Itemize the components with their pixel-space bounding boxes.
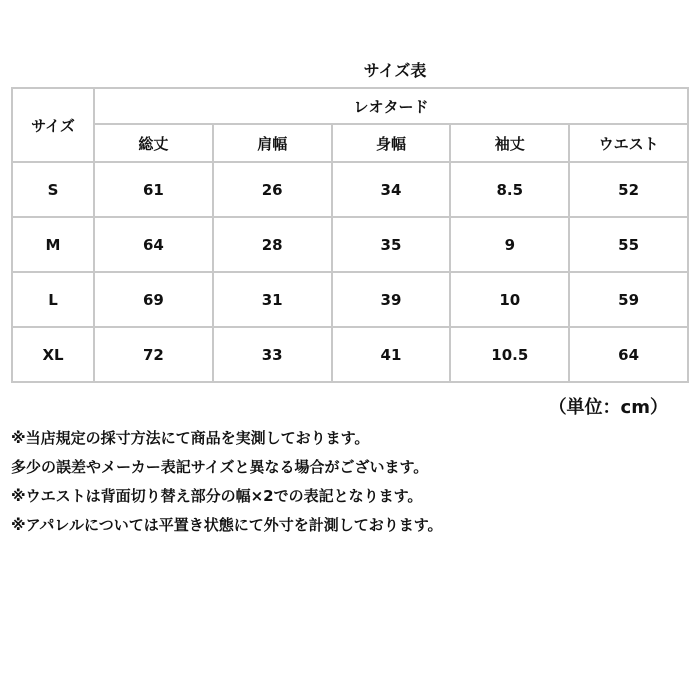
table-cell: 33 (213, 327, 332, 382)
table-row (12, 272, 688, 327)
table-header-row (12, 88, 688, 124)
column-header-shoulder: 肩幅 (213, 124, 332, 162)
group-header-leotard: レオタード (94, 88, 688, 124)
table-cell: 34 (332, 162, 451, 217)
size-label: L (12, 272, 94, 327)
note-item: 多少の誤差やメーカー表記サイズと異なる場合がございます。 (11, 458, 429, 476)
column-header-waist: ウエスト (569, 124, 688, 162)
table-cell: 31 (213, 272, 332, 327)
column-header-length: 総丈 (94, 124, 213, 162)
table-cell: 39 (332, 272, 451, 327)
table-row (12, 217, 688, 272)
table-cell: 55 (569, 217, 688, 272)
size-label: XL (12, 327, 94, 382)
page-title: サイズ表 (363, 61, 427, 80)
size-column-header: サイズ (12, 88, 94, 162)
column-header-chest: 身幅 (332, 124, 451, 162)
table-row (12, 162, 688, 217)
note-item: ※アパレルについては平置き状態にて外寸を計測しております。 (11, 516, 443, 534)
size-table (11, 87, 689, 383)
column-header-sleeve: 袖丈 (450, 124, 569, 162)
table-cell: 10.5 (450, 327, 569, 382)
table-cell: 69 (94, 272, 213, 327)
table-cell: 26 (213, 162, 332, 217)
table-cell: 64 (569, 327, 688, 382)
table-cell: 8.5 (450, 162, 569, 217)
table-cell: 28 (213, 217, 332, 272)
unit-label: （単位：cm） (548, 397, 668, 418)
note-item: ※ウエストは背面切り替え部分の幅×2での表記となります。 (11, 487, 423, 505)
note-item: ※当店規定の採寸方法にて商品を実測しております。 (11, 429, 370, 447)
table-row (12, 327, 688, 382)
table-cell: 64 (94, 217, 213, 272)
size-label: S (12, 162, 94, 217)
notes-list (11, 424, 691, 540)
table-cell: 41 (332, 327, 451, 382)
size-label: M (12, 217, 94, 272)
table-cell: 72 (94, 327, 213, 382)
table-cell: 9 (450, 217, 569, 272)
table-cell: 61 (94, 162, 213, 217)
table-cell: 35 (332, 217, 451, 272)
table-cell: 59 (569, 272, 688, 327)
table-subheader-row (12, 124, 688, 162)
table-cell: 52 (569, 162, 688, 217)
table-cell: 10 (450, 272, 569, 327)
